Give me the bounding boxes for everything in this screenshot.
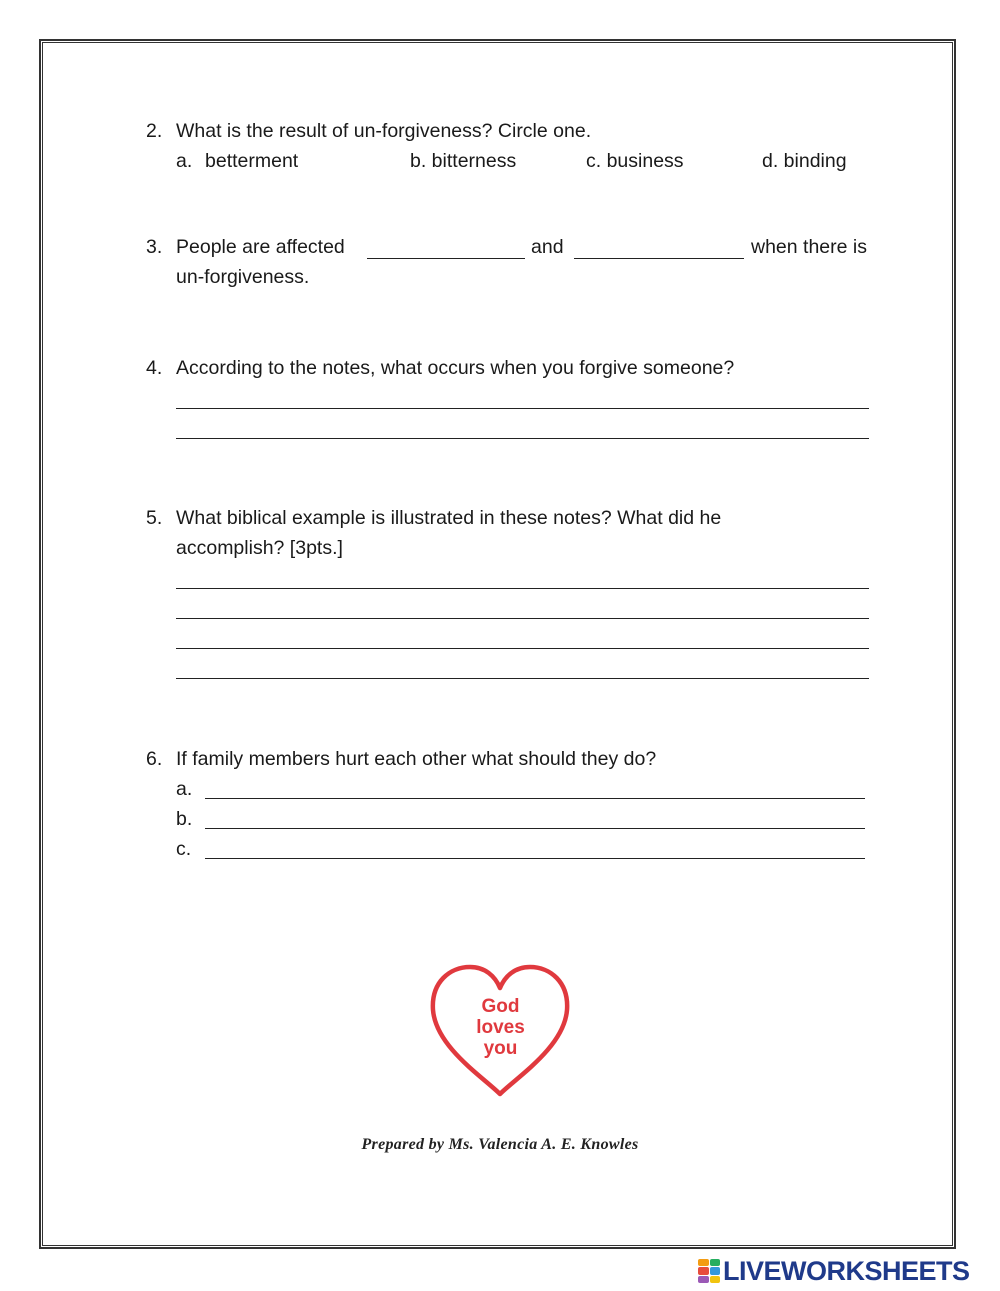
logo-text: LIVEWORKSHEETS xyxy=(723,1255,970,1286)
question-text-part1: People are affected xyxy=(176,236,345,258)
question-text: What biblical example is illustrated in these notes? What did he xyxy=(176,507,722,529)
option-c[interactable]: c. business xyxy=(586,150,684,172)
logo-grid-icon xyxy=(698,1259,720,1283)
answer-line-c[interactable] xyxy=(205,858,865,859)
option-a-label: a. xyxy=(176,150,193,172)
answer-line[interactable] xyxy=(176,618,869,619)
heart-line-3: you xyxy=(483,1038,518,1059)
heart-text xyxy=(428,996,573,1059)
option-d[interactable]: d. binding xyxy=(762,150,847,172)
question-text-part2: when there is xyxy=(751,236,867,258)
answer-line[interactable] xyxy=(176,678,869,679)
answer-line[interactable] xyxy=(176,648,869,649)
answer-line[interactable] xyxy=(176,408,869,409)
question-text: If family members hurt each other what should they do? xyxy=(176,748,657,770)
heart-line-1: God xyxy=(481,996,520,1017)
question-text: What is the result of un-forgiveness? Circle one. xyxy=(176,120,592,142)
question-number: 5. xyxy=(146,507,163,529)
blank-1[interactable] xyxy=(367,240,525,259)
question-number: 2. xyxy=(146,120,163,142)
heart-line-2: loves xyxy=(476,1017,525,1038)
question-text-and: and xyxy=(531,236,564,258)
option-a[interactable]: betterment xyxy=(205,150,299,172)
answer-label-b: b. xyxy=(176,808,193,830)
option-b[interactable]: b. bitterness xyxy=(410,150,517,172)
question-text-line2: accomplish? [3pts.] xyxy=(176,537,343,559)
question-text: According to the notes, what occurs when you forgive someone? xyxy=(176,357,735,379)
question-number: 6. xyxy=(146,748,163,770)
question-number: 4. xyxy=(146,357,163,379)
question-number: 3. xyxy=(146,236,163,258)
answer-line-b[interactable] xyxy=(205,828,865,829)
blank-2[interactable] xyxy=(574,240,744,259)
answer-line-a[interactable] xyxy=(205,798,865,799)
liveworksheets-logo xyxy=(698,1256,970,1286)
answer-line[interactable] xyxy=(176,438,869,439)
answer-line[interactable] xyxy=(176,588,869,589)
question-text-line2: un-forgiveness. xyxy=(176,266,310,288)
prepared-by: Prepared by Ms. Valencia A. E. Knowles xyxy=(361,1136,639,1153)
answer-label-c: c. xyxy=(176,838,192,860)
answer-label-a: a. xyxy=(176,778,193,800)
heart-graphic xyxy=(428,962,573,1102)
